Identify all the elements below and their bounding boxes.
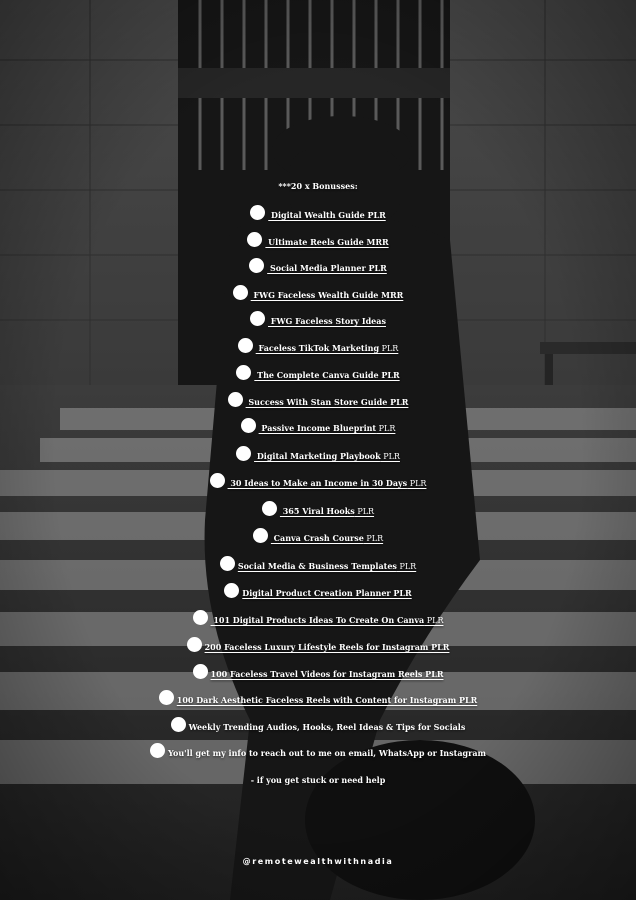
bonus-item [0,498,636,526]
bonus-name: 100 Dark Aesthetic Faceless Reels with Content for Instagram PLR [176,695,478,705]
bullet-icon [210,473,225,488]
bullet-icon [262,501,277,516]
bonus-name: 200 Faceless Luxury Lifestyle Reels for Instagram PLR [204,642,450,652]
bonus-name: Canva Crash Course [270,533,364,543]
bullet-icon [193,610,208,625]
bonus-name: Digital Product Creation Planner PLR [242,588,412,598]
contact-item: You'll get my info to reach out to me on email, WhatsApp or Instagram [0,740,636,767]
bonus-license: PLR [396,561,417,571]
bonus-item [0,525,636,553]
bonus-name: Ultimate Reels Guide MRR [265,236,389,247]
bonus-item [0,607,636,635]
bonus-item [0,634,636,661]
bonus-name: The Complete Canva Guide PLR [254,370,400,380]
bonus-item [0,415,636,443]
bonus-name: 101 Digital Products Ideas To Create On Canva [210,614,425,625]
bonus-title: ***20 x Bonusses: [278,181,358,191]
bullet-icon [150,743,165,758]
bonus-license: PLR [363,534,384,543]
bonus-name: Digital Marketing Playbook [254,450,381,461]
bonus-license: PLR [424,615,444,625]
bonus-item [0,202,636,229]
bonus-item [0,553,636,581]
social-handle: @remotewealthwithnadia [242,857,394,866]
bullet-icon [238,338,253,353]
bonus-item [0,308,636,335]
bonus-name: FWG Faceless Story Ideas [268,316,386,326]
bonus-name: FWG Faceless Wealth Guide MRR [250,289,404,300]
bullet-icon [249,258,264,273]
bullet-icon [193,664,208,679]
bullet-icon [247,232,262,247]
bonus-name: Social Media Planner PLR [267,263,387,273]
bullet-icon [253,528,268,543]
bonus-license: PLR [376,424,396,433]
bonus-item [0,580,636,607]
bonus-license: PLR [354,506,375,516]
bullet-icon [233,285,248,300]
bonus-item [0,389,636,416]
bonus-item [0,255,636,282]
bullet-icon [220,556,235,571]
bonus-item [0,687,636,714]
bonus-content [0,170,636,793]
bonus-name: Digital Wealth Guide PLR [268,210,386,220]
weekly-item: Weekly Trending Audios, Hooks, Reel Ideas & Tips for Socials [0,714,636,741]
bonus-item [0,282,636,309]
bullet-icon [236,446,251,461]
bullet-icon [171,717,186,732]
bonus-name: 30 Ideas to Make an Income in 30 Days [227,478,408,488]
bullet-icon [224,583,239,598]
bonus-item [0,661,636,688]
bullet-icon [228,392,243,407]
bullet-icon [187,637,202,652]
bonus-item [0,362,636,389]
bonus-name: 100 Faceless Travel Videos for Instagram Reels PLR [210,668,444,679]
bonus-item [0,335,636,363]
bonus-name: 365 Viral Hooks [279,505,355,516]
bullet-icon [236,365,251,380]
bonus-license: PLR [380,451,400,461]
bonus-name: Success With Stan Store Guide PLR [245,396,409,407]
bonus-name: Passive Income Blueprint [258,423,377,433]
bullet-icon [241,418,256,433]
bullet-icon [159,690,174,705]
bonus-item [0,470,636,498]
bonus-name: Faceless TikTok Marketing [255,342,380,353]
bonus-item [0,229,636,256]
bonus-name: Social Media & Business Templates [237,560,397,571]
bonus-list [0,202,636,714]
contact-note: - if you get stuck or need help [250,774,386,785]
bonus-license: PLR [379,343,399,353]
bullet-icon [250,205,265,220]
bonus-item [0,443,636,471]
bullet-icon [250,311,265,326]
bonus-license: PLR [407,479,427,488]
